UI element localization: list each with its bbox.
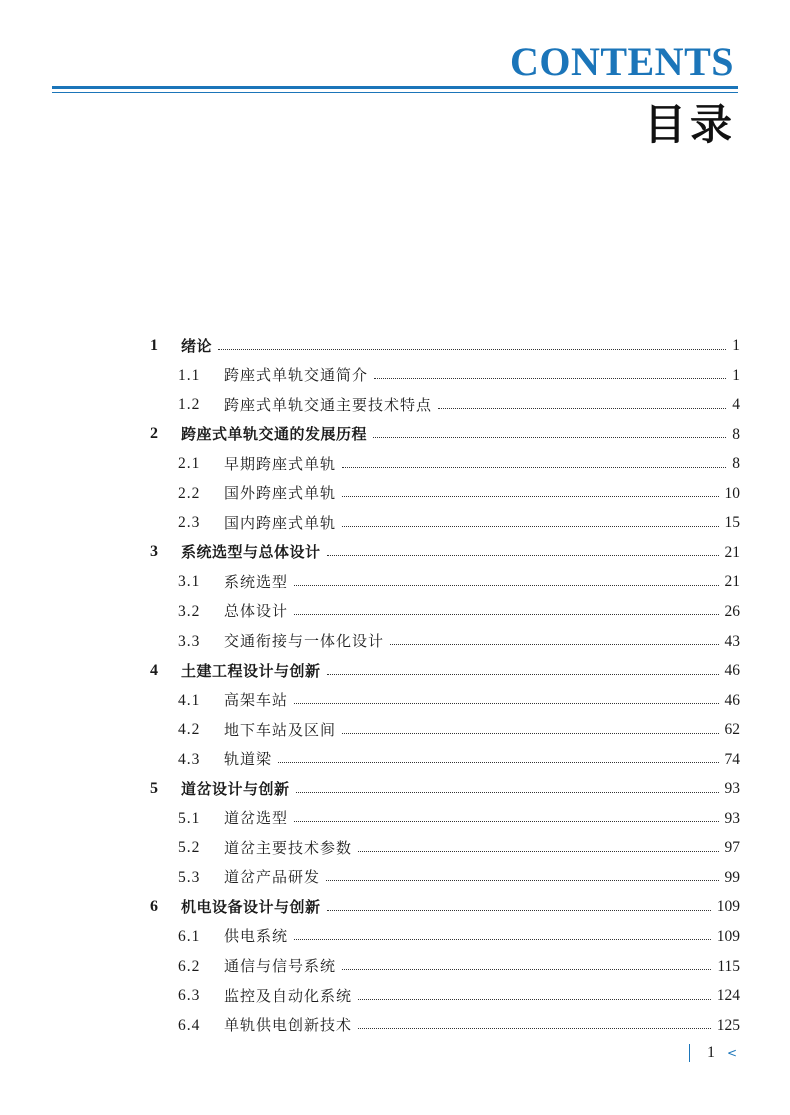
dot-leader — [358, 1028, 711, 1029]
entry-number: 2.3 — [178, 514, 201, 532]
entry-number: 6 — [150, 897, 158, 915]
entry-number: 4.3 — [178, 750, 201, 768]
entry-number: 6.3 — [178, 987, 201, 1005]
dot-leader — [342, 733, 718, 734]
entry-title: 道岔选型 — [224, 809, 289, 828]
toc-section-entry[interactable] — [150, 738, 740, 768]
footer-page-number: 1 — [707, 1044, 715, 1061]
dot-leader — [294, 585, 718, 586]
table-of-contents — [150, 324, 740, 1033]
dot-leader — [390, 644, 718, 645]
toc-section-entry[interactable] — [150, 619, 740, 649]
toc-section-entry[interactable] — [150, 560, 740, 590]
entry-title: 供电系统 — [224, 927, 289, 946]
dot-leader — [294, 821, 718, 822]
entry-title: 交通衔接与一体化设计 — [224, 632, 385, 651]
entry-title: 单轨供电创新技术 — [224, 1016, 353, 1035]
entry-page-number: 46 — [724, 691, 740, 709]
dot-leader — [278, 762, 718, 763]
entry-title: 道岔设计与创新 — [181, 779, 290, 798]
dot-leader — [374, 378, 726, 379]
entry-page-number: 62 — [724, 721, 740, 739]
toc-section-entry[interactable] — [150, 797, 740, 827]
entry-page-number: 115 — [717, 957, 740, 975]
entry-title: 通信与信号系统 — [224, 957, 337, 976]
entry-page-number: 93 — [724, 809, 740, 827]
dot-leader — [358, 999, 711, 1000]
entry-page-number: 93 — [724, 780, 740, 798]
toc-section-entry[interactable] — [150, 708, 740, 738]
entry-title: 道岔主要技术参数 — [224, 838, 353, 857]
entry-title: 国内跨座式单轨 — [224, 513, 337, 532]
dot-leader — [296, 792, 719, 793]
entry-number: 6.1 — [178, 927, 201, 945]
entry-number: 5.3 — [178, 868, 201, 886]
entry-page-number: 97 — [724, 839, 740, 857]
toc-chapter-entry[interactable] — [150, 767, 740, 797]
entry-number: 3.1 — [178, 573, 201, 591]
header-rule-thin — [52, 92, 738, 93]
toc-chapter-entry[interactable] — [150, 649, 740, 679]
toc-section-entry[interactable] — [150, 1004, 740, 1034]
entry-title: 跨座式单轨交通简介 — [224, 366, 369, 385]
entry-title: 高架车站 — [224, 691, 289, 710]
header-rule-thick — [52, 86, 738, 89]
entry-page-number: 21 — [724, 543, 740, 561]
toc-chapter-entry[interactable] — [150, 885, 740, 915]
dot-leader — [326, 880, 718, 881]
entry-number: 6.4 — [178, 1016, 201, 1034]
entry-number: 2.2 — [178, 484, 201, 502]
entry-number: 3 — [150, 543, 158, 561]
entry-page-number: 21 — [724, 573, 740, 591]
entry-title: 地下车站及区间 — [224, 720, 337, 739]
entry-title: 跨座式单轨交通主要技术特点 — [224, 395, 433, 414]
page-title-en: CONTENTS — [509, 39, 734, 84]
entry-number: 1.1 — [178, 366, 201, 384]
entry-number: 5.1 — [178, 809, 201, 827]
dot-leader — [294, 703, 718, 704]
entry-page-number: 15 — [724, 514, 740, 532]
entry-page-number: 109 — [716, 898, 740, 916]
entry-title: 监控及自动化系统 — [224, 986, 353, 1005]
entry-page-number: 10 — [724, 484, 740, 502]
dot-leader — [438, 408, 726, 409]
dot-leader — [327, 674, 719, 675]
entry-title: 国外跨座式单轨 — [224, 484, 337, 503]
toc-section-entry[interactable] — [150, 472, 740, 502]
entry-number: 1.2 — [178, 396, 201, 414]
dot-leader — [373, 437, 726, 438]
entry-number: 1 — [150, 336, 158, 354]
entry-title: 道岔产品研发 — [224, 868, 321, 887]
toc-section-entry[interactable] — [150, 442, 740, 472]
entry-number: 2.1 — [178, 455, 201, 473]
dot-leader — [327, 555, 719, 556]
entry-title: 轨道梁 — [224, 750, 273, 769]
entry-title: 土建工程设计与创新 — [181, 661, 321, 680]
toc-section-entry[interactable] — [150, 501, 740, 531]
entry-number: 4.1 — [178, 691, 201, 709]
dot-leader — [358, 851, 718, 852]
toc-chapter-entry[interactable] — [150, 413, 740, 443]
entry-page-number: 46 — [724, 662, 740, 680]
dot-leader — [294, 939, 711, 940]
dot-leader — [327, 910, 711, 911]
dot-leader — [342, 969, 711, 970]
dot-leader — [294, 614, 718, 615]
entry-page-number: 1 — [732, 366, 740, 384]
toc-section-entry[interactable] — [150, 944, 740, 974]
entry-number: 5.2 — [178, 839, 201, 857]
entry-number: 5 — [150, 779, 158, 797]
entry-title: 总体设计 — [224, 602, 289, 621]
entry-page-number: 4 — [732, 396, 740, 414]
toc-section-entry[interactable] — [150, 354, 740, 384]
entry-page-number: 124 — [716, 987, 740, 1005]
entry-number: 4 — [150, 661, 158, 679]
entry-title: 系统选型与总体设计 — [181, 543, 321, 562]
entry-page-number: 74 — [724, 750, 740, 768]
entry-title: 绪论 — [181, 336, 213, 355]
entry-page-number: 43 — [724, 632, 740, 650]
page-title-cn: 目录 — [643, 100, 736, 149]
entry-title: 系统选型 — [224, 572, 289, 591]
toc-section-entry[interactable] — [150, 974, 740, 1004]
entry-title: 跨座式单轨交通的发展历程 — [181, 425, 368, 444]
toc-section-entry[interactable] — [150, 679, 740, 709]
entry-number: 4.2 — [178, 721, 201, 739]
toc-chapter-entry[interactable] — [150, 531, 740, 561]
dot-leader — [342, 496, 718, 497]
entry-number: 6.2 — [178, 957, 201, 975]
entry-page-number: 109 — [716, 927, 740, 945]
toc-section-entry[interactable] — [150, 826, 740, 856]
dot-leader — [342, 467, 726, 468]
entry-page-number: 26 — [724, 602, 740, 620]
footer-arrow-icon: < — [727, 1046, 738, 1060]
entry-page-number: 8 — [732, 455, 740, 473]
entry-page-number: 99 — [724, 868, 740, 886]
footer-divider — [689, 1044, 690, 1062]
toc-section-entry[interactable] — [150, 856, 740, 886]
entry-title: 机电设备设计与创新 — [181, 897, 321, 916]
entry-number: 3.2 — [178, 602, 201, 620]
entry-number: 2 — [150, 425, 158, 443]
dot-leader — [218, 349, 726, 350]
dot-leader — [342, 526, 718, 527]
entry-page-number: 8 — [732, 425, 740, 443]
entry-page-number: 1 — [732, 337, 740, 355]
toc-section-entry[interactable] — [150, 590, 740, 620]
toc-section-entry[interactable] — [150, 383, 740, 413]
toc-chapter-entry[interactable] — [150, 324, 740, 354]
entry-page-number: 125 — [716, 1016, 740, 1034]
entry-title: 早期跨座式单轨 — [224, 454, 337, 473]
toc-section-entry[interactable] — [150, 915, 740, 945]
entry-number: 3.3 — [178, 632, 201, 650]
